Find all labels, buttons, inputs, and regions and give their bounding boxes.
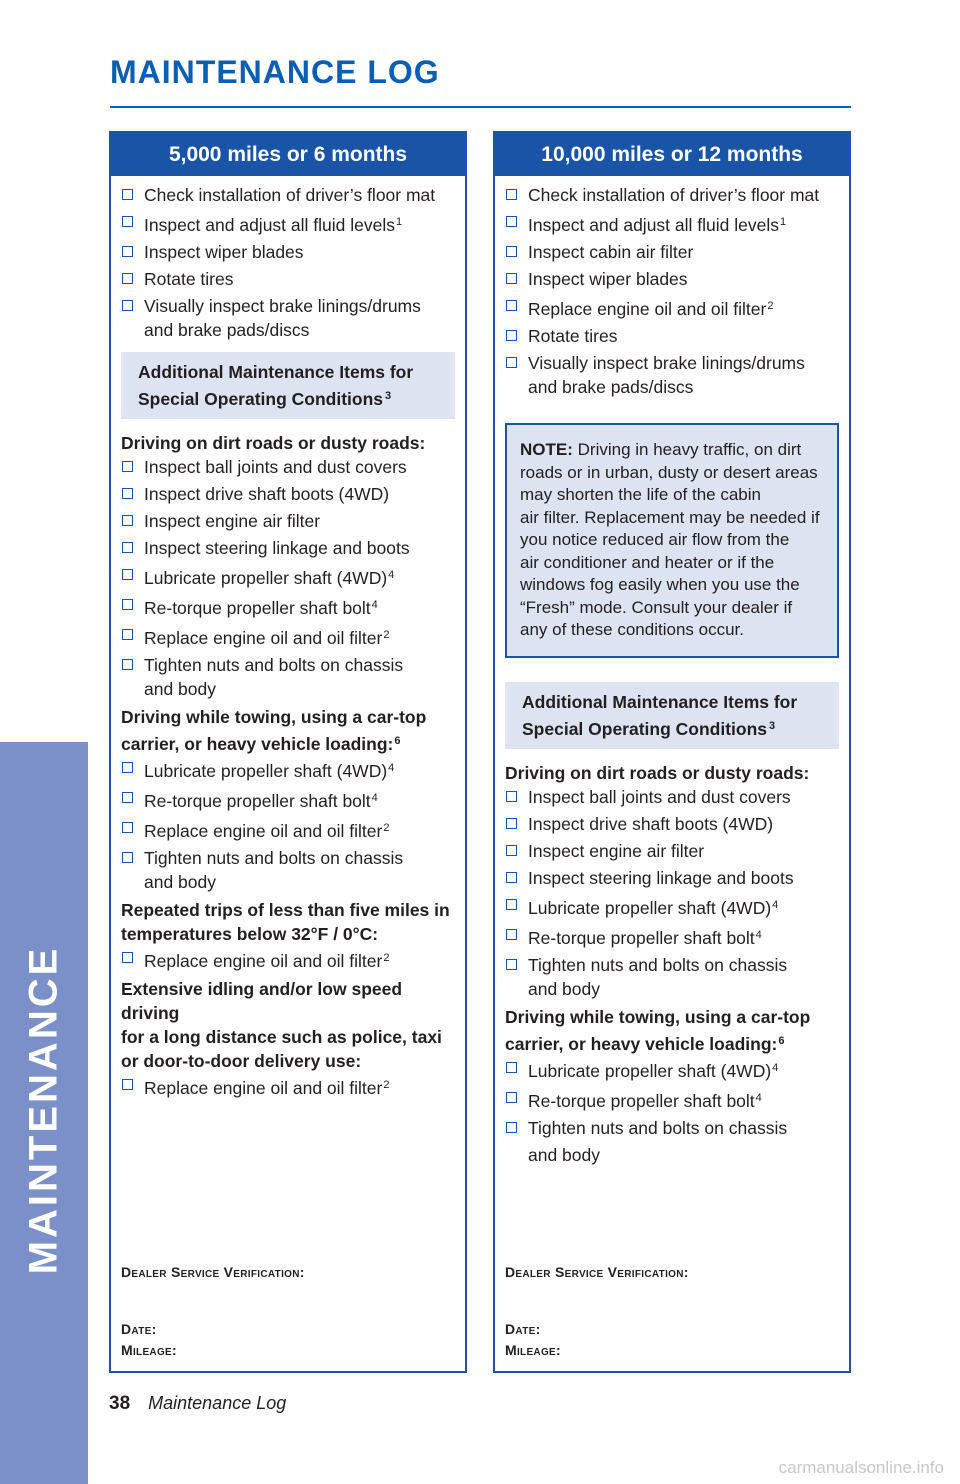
checkbox-icon[interactable] [122,461,133,472]
checkbox-icon[interactable] [506,791,517,802]
page-title: MAINTENANCE LOG [110,54,440,90]
checklist-item[interactable]: Check installation of driver’s floor mat [505,183,839,207]
checklist-item[interactable]: Inspect drive shaft boots (4WD) [121,482,455,506]
checklist-item[interactable]: Tighten nuts and bolts on chassis and body [505,953,839,1001]
section-heading: Driving while towing, using a car-top carrier, or heavy vehicle loading:$^6$ [121,707,427,754]
checklist-item[interactable]: Visually inspect brake linings/drums and brake pads/discs [505,351,839,399]
panel-header: 5,000 miles or 6 months [111,133,465,176]
checkbox-icon[interactable] [122,216,133,227]
checkbox-icon[interactable] [506,357,517,368]
checkbox-icon[interactable] [122,569,133,580]
checkbox-icon[interactable] [506,818,517,829]
title-rule [110,106,851,108]
note-box: NOTE: Driving in heavy traffic, on dirt roads or in urban, dusty or desert areas may shorten the life of the cabin air filter. Replacement may be needed if you notice reduced air flow from the air conditioner and heater or if the windows fog easily when you use the “Fresh” mode. Consult your dealer if any of these conditions occur. [505,423,839,658]
checklist-item[interactable]: Tighten nuts and bolts on chassis and body [121,846,455,894]
panel-10000-miles [493,131,851,1373]
checklist-item[interactable]: Inspect and adjust all fluid levels$^1$ [505,210,839,237]
date-label: Date: [505,1321,541,1337]
checklist-item[interactable]: Replace engine oil and oil filter$^2$ [121,946,455,973]
checklist-item[interactable]: Replace engine oil and oil filter$^2$ [505,294,839,321]
checklist-item[interactable]: Inspect steering linkage and boots [121,536,455,560]
checkbox-icon[interactable] [122,515,133,526]
checkbox-icon[interactable] [506,189,517,200]
checklist-item[interactable]: Re-torque propeller shaft bolt$^4$ [121,593,455,620]
checkbox-icon[interactable] [122,246,133,257]
checkbox-icon[interactable] [506,216,517,227]
side-tab-label: MAINTENANCE [21,945,66,1275]
checklist-item[interactable]: Inspect wiper blades [505,267,839,291]
checkbox-icon[interactable] [122,792,133,803]
checkbox-icon[interactable] [122,488,133,499]
checkbox-icon[interactable] [122,659,133,670]
page-number: 38 [109,1393,131,1414]
section-heading: Driving on dirt roads or dusty roads: [505,762,810,783]
checklist-item[interactable]: Inspect engine air filter [505,839,839,863]
checkbox-icon[interactable] [122,599,133,610]
checkbox-icon[interactable] [506,872,517,883]
checkbox-icon[interactable] [122,762,133,773]
checklist-item[interactable]: Lubricate propeller shaft $(4WD)^4$ [505,1056,839,1083]
checkbox-icon[interactable] [122,273,133,284]
checklist-item[interactable]: Rotate tires [505,324,839,348]
checklist-item[interactable]: Lubricate propeller shaft $(4WD)^4$ [121,563,455,590]
checklist-item[interactable]: Check installation of driver’s floor mat [121,183,455,207]
section-heading: Driving while towing, using a car-top carrier, or heavy vehicle loading:$^6$ [505,1006,811,1054]
dealer-verification-label: Dealer Service Verification: [505,1264,689,1280]
checkbox-icon[interactable] [122,852,133,863]
dealer-verification-label: Dealer Service Verification: [121,1264,305,1280]
section-heading: Driving on dirt roads or dusty roads: [121,433,426,453]
section-heading: Repeated trips of less than five miles in temperatures below 32°F / 0°C: [121,900,450,944]
section-heading: Extensive idling and/or low speed driving for a long distance such as police, taxi or door-to-door delivery use: [121,979,442,1071]
checklist-item[interactable]: Inspect ball joints and dust covers [505,785,839,809]
checkbox-icon[interactable] [506,1122,517,1133]
checklist-item[interactable]: Inspect cabin air filter [505,240,839,264]
checkbox-icon[interactable] [506,1092,517,1103]
checklist-item[interactable]: Tighten nuts and bolts on chassis and body [505,1116,839,1170]
checklist-item[interactable]: Re-torque propeller shaft bolt$^4$ [505,923,839,950]
checklist-item[interactable]: Replace engine oil and oil filter$^2$ [121,1073,455,1100]
additional-items-banner: Additional Maintenance Items for Special Operating Conditions $^3$ [505,682,839,749]
checkbox-icon[interactable] [506,1062,517,1073]
checkbox-icon[interactable] [506,300,517,311]
date-label: Date: [121,1321,157,1337]
checkbox-icon[interactable] [506,246,517,257]
panel-body [111,176,465,1100]
checkbox-icon[interactable] [506,845,517,856]
checklist-item[interactable]: Lubricate propeller shaft $(4WD)^4$ [121,756,455,783]
checkbox-icon[interactable] [506,959,517,970]
checkbox-icon[interactable] [122,1079,133,1090]
checklist-item[interactable]: Inspect drive shaft boots (4WD) [505,812,839,836]
page-footer [109,1393,286,1415]
checkbox-icon[interactable] [122,300,133,311]
watermark: carmanualsonline.info [778,1458,944,1477]
checklist-item[interactable]: Re-torque propeller shaft bolt$^4$ [121,786,455,813]
checkbox-icon[interactable] [506,273,517,284]
checklist-item[interactable]: Rotate tires [121,267,455,291]
panel-body [495,176,849,1170]
checkbox-icon[interactable] [506,899,517,910]
checklist-item[interactable]: Re-torque propeller shaft bolt$^4$ [505,1086,839,1113]
checkbox-icon[interactable] [122,952,133,963]
checklist-item[interactable]: Inspect wiper blades [121,240,455,264]
checkbox-icon[interactable] [122,629,133,640]
footer-label: Maintenance Log [148,1393,287,1413]
checklist-item[interactable]: Inspect steering linkage and boots [505,866,839,890]
mileage-label: Mileage: [505,1342,561,1358]
panel-5000-miles [109,131,467,1373]
checkbox-icon[interactable] [122,189,133,200]
checkbox-icon[interactable] [122,542,133,553]
mileage-label: Mileage: [121,1342,177,1358]
checkbox-icon[interactable] [122,822,133,833]
checklist-item[interactable]: Inspect engine air filter [121,509,455,533]
panel-header: 10,000 miles or 12 months [495,133,849,176]
checklist-item[interactable]: Inspect ball joints and dust covers [121,455,455,479]
additional-items-banner: Additional Maintenance Items for Special Operating Conditions $^3$ [121,352,455,419]
checklist-item[interactable]: Inspect and adjust all fluid levels$^1$ [121,210,455,237]
checkbox-icon[interactable] [506,330,517,341]
checklist-item[interactable]: Lubricate propeller shaft $(4WD)^4$ [505,893,839,920]
checklist-item[interactable]: Tighten nuts and bolts on chassis and body [121,653,455,701]
checklist-item[interactable]: Replace engine oil and oil filter$^2$ [121,623,455,650]
checklist-item[interactable]: Visually inspect brake linings/drums and brake pads/discs [121,294,455,342]
checkbox-icon[interactable] [506,929,517,940]
checklist-item[interactable]: Replace engine oil and oil filter$^2$ [121,816,455,843]
